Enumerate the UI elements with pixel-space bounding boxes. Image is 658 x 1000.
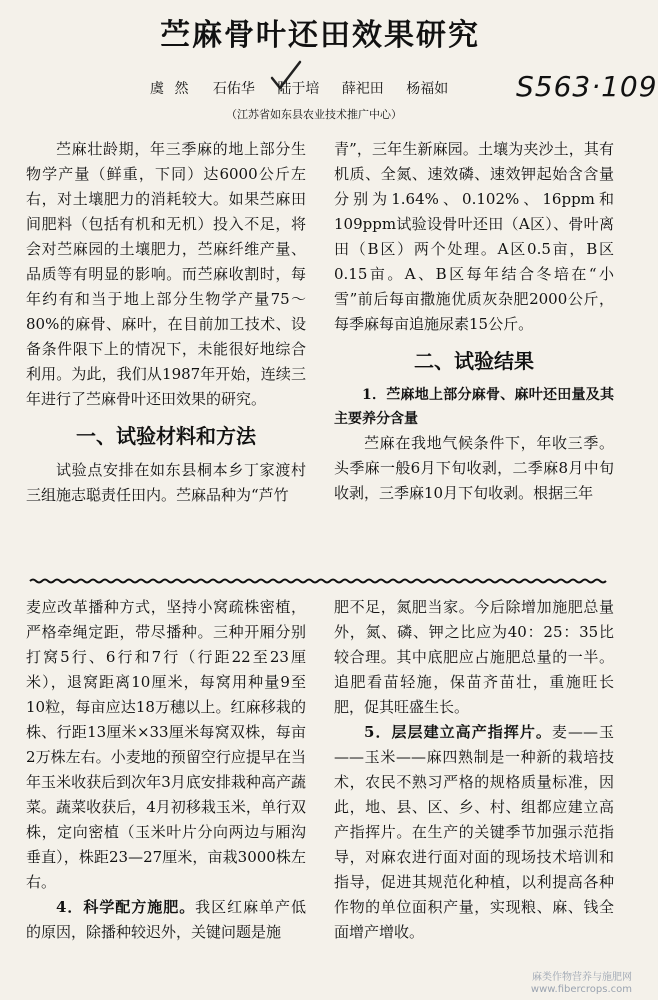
- paragraph: [26, 895, 306, 945]
- numbered-heading: 4．科学配方施肥。: [56, 898, 196, 916]
- paragraph: 青”，三年生新麻园。土壤为夹沙土，其有机质、全氮、速效磷、速效钾起始含含量分别为1.64%、0.102%、16ppm和109ppm试验设骨叶还田（A区）、骨叶离田（B区）两个处理。A区0.5亩，B区0.15亩。A、B区每年结合冬培在“小雪”前后每亩撒施优质灰杂肥2000公斤，每季麻每亩追施尿素15公斤。: [334, 140, 614, 333]
- author-name: 杨福如: [406, 81, 449, 97]
- numbered-heading: 5．层层建立高产指挥片。: [364, 723, 552, 741]
- article-title: 苎麻骨叶还田效果研究: [160, 18, 480, 53]
- paragraph: 苎麻壮龄期，年三季麻的地上部分生物学产量（鲜重，下同）达6000公斤左右，对土壤肥力的消耗较大。如果苎麻田间肥料（包括有机和无机）投入不足，将会对苎麻园的土壤肥力，苎麻纤维产量、品质等有明显的影响。而苎麻收割时，每年约有和当于地上部分生物学产量75～80%的麻骨、麻叶，在目前加工技术、设备条件限下上的情况下，未能很好地综合利用。为此，我们从1987年开始，连续三年进行了苎麻骨叶还田效果的研究。: [26, 140, 306, 408]
- paragraph-text: 麦——玉——玉米——麻四熟制是一种新的栽培技术，农民不熟习严格的规格质量标准，因此，地、县、区、乡、村、组都应建立高产指挥片。在生产的关键季节加强示范指导，对麻农进行面对面的现场技术培训和指导，促进其规范化种植，以利提高各种作物的单位面积产量，实现粮、麻、钱全面增产增收。: [334, 723, 614, 941]
- section-heading: 一、试验材料和方法: [76, 424, 256, 448]
- paragraph: [334, 720, 614, 945]
- watermark-site-name: 麻类作物营养与施肥网: [532, 972, 632, 983]
- section-heading: 二、试验结果: [414, 349, 534, 373]
- paragraph-text: 我区红麻单产低的原因，除播种较迟外，关键问题是施: [26, 898, 306, 941]
- site-watermark: [531, 972, 632, 996]
- author-affiliation: （江苏省如东县农业技术推广中心）: [226, 108, 402, 121]
- paragraph: 麦应改革播种方式，坚持小窝疏株密植，严格牵绳定距，带尽播种。三种开厢分别打窝5行、6行和7行（行距22至23厘米），退窝距离10厘米，每窝用种量9至10粒，每亩应达18万穗以上。红麻移栽的株、行距13厘米×33厘米每窝双株，每亩2万株左右。小麦地的预留空行应提早在当年玉米收获后到次年3月底安排栽种高产蔬菜。蔬菜收获后，4月初移栽玉米，单行双株，定向密植（玉米叶片分向两边与厢沟垂直），株距23—27厘米，亩栽3000株左右。: [26, 598, 306, 891]
- author-name: 虞: [150, 81, 164, 97]
- subsection-heading: 1．苎麻地上部分麻骨、麻叶还田量及其主要养分含量: [334, 387, 614, 427]
- paragraph: 苎麻在我地气候条件下，年收三季。头季麻一般6月下旬收剥，二季麻8月中旬收剥，三季麻10月下旬收剥。根据三年: [334, 434, 614, 502]
- column-top-right: [334, 137, 614, 506]
- column-bottom-left: [26, 595, 306, 945]
- author-name: 石佑华: [212, 81, 255, 97]
- author-name: 然: [174, 81, 189, 97]
- author-list: [150, 78, 466, 98]
- paragraph: 肥不足，氮肥当家。今后除增加施肥总量外，氮、磷、钾之比应为40：25：35比较合理。其中底肥应占施肥总量的一半。追肥看苗轻施，保苗齐苗壮，重施旺长肥，促其旺盛生长。: [334, 598, 614, 716]
- column-bottom-right: [334, 595, 614, 945]
- handwritten-call-number: S563·109: [516, 70, 658, 103]
- author-name: 薛祀田: [341, 81, 384, 97]
- watermark-url: www.fibercrops.com: [530, 984, 632, 995]
- author-name: 陆于培: [277, 81, 320, 97]
- wavy-divider: [30, 578, 610, 584]
- column-top-left: [26, 137, 306, 508]
- paragraph: 试验点安排在如东县桐本乡丁家渡村三组施志聪责任田内。苎麻品种为“芦竹: [26, 461, 306, 504]
